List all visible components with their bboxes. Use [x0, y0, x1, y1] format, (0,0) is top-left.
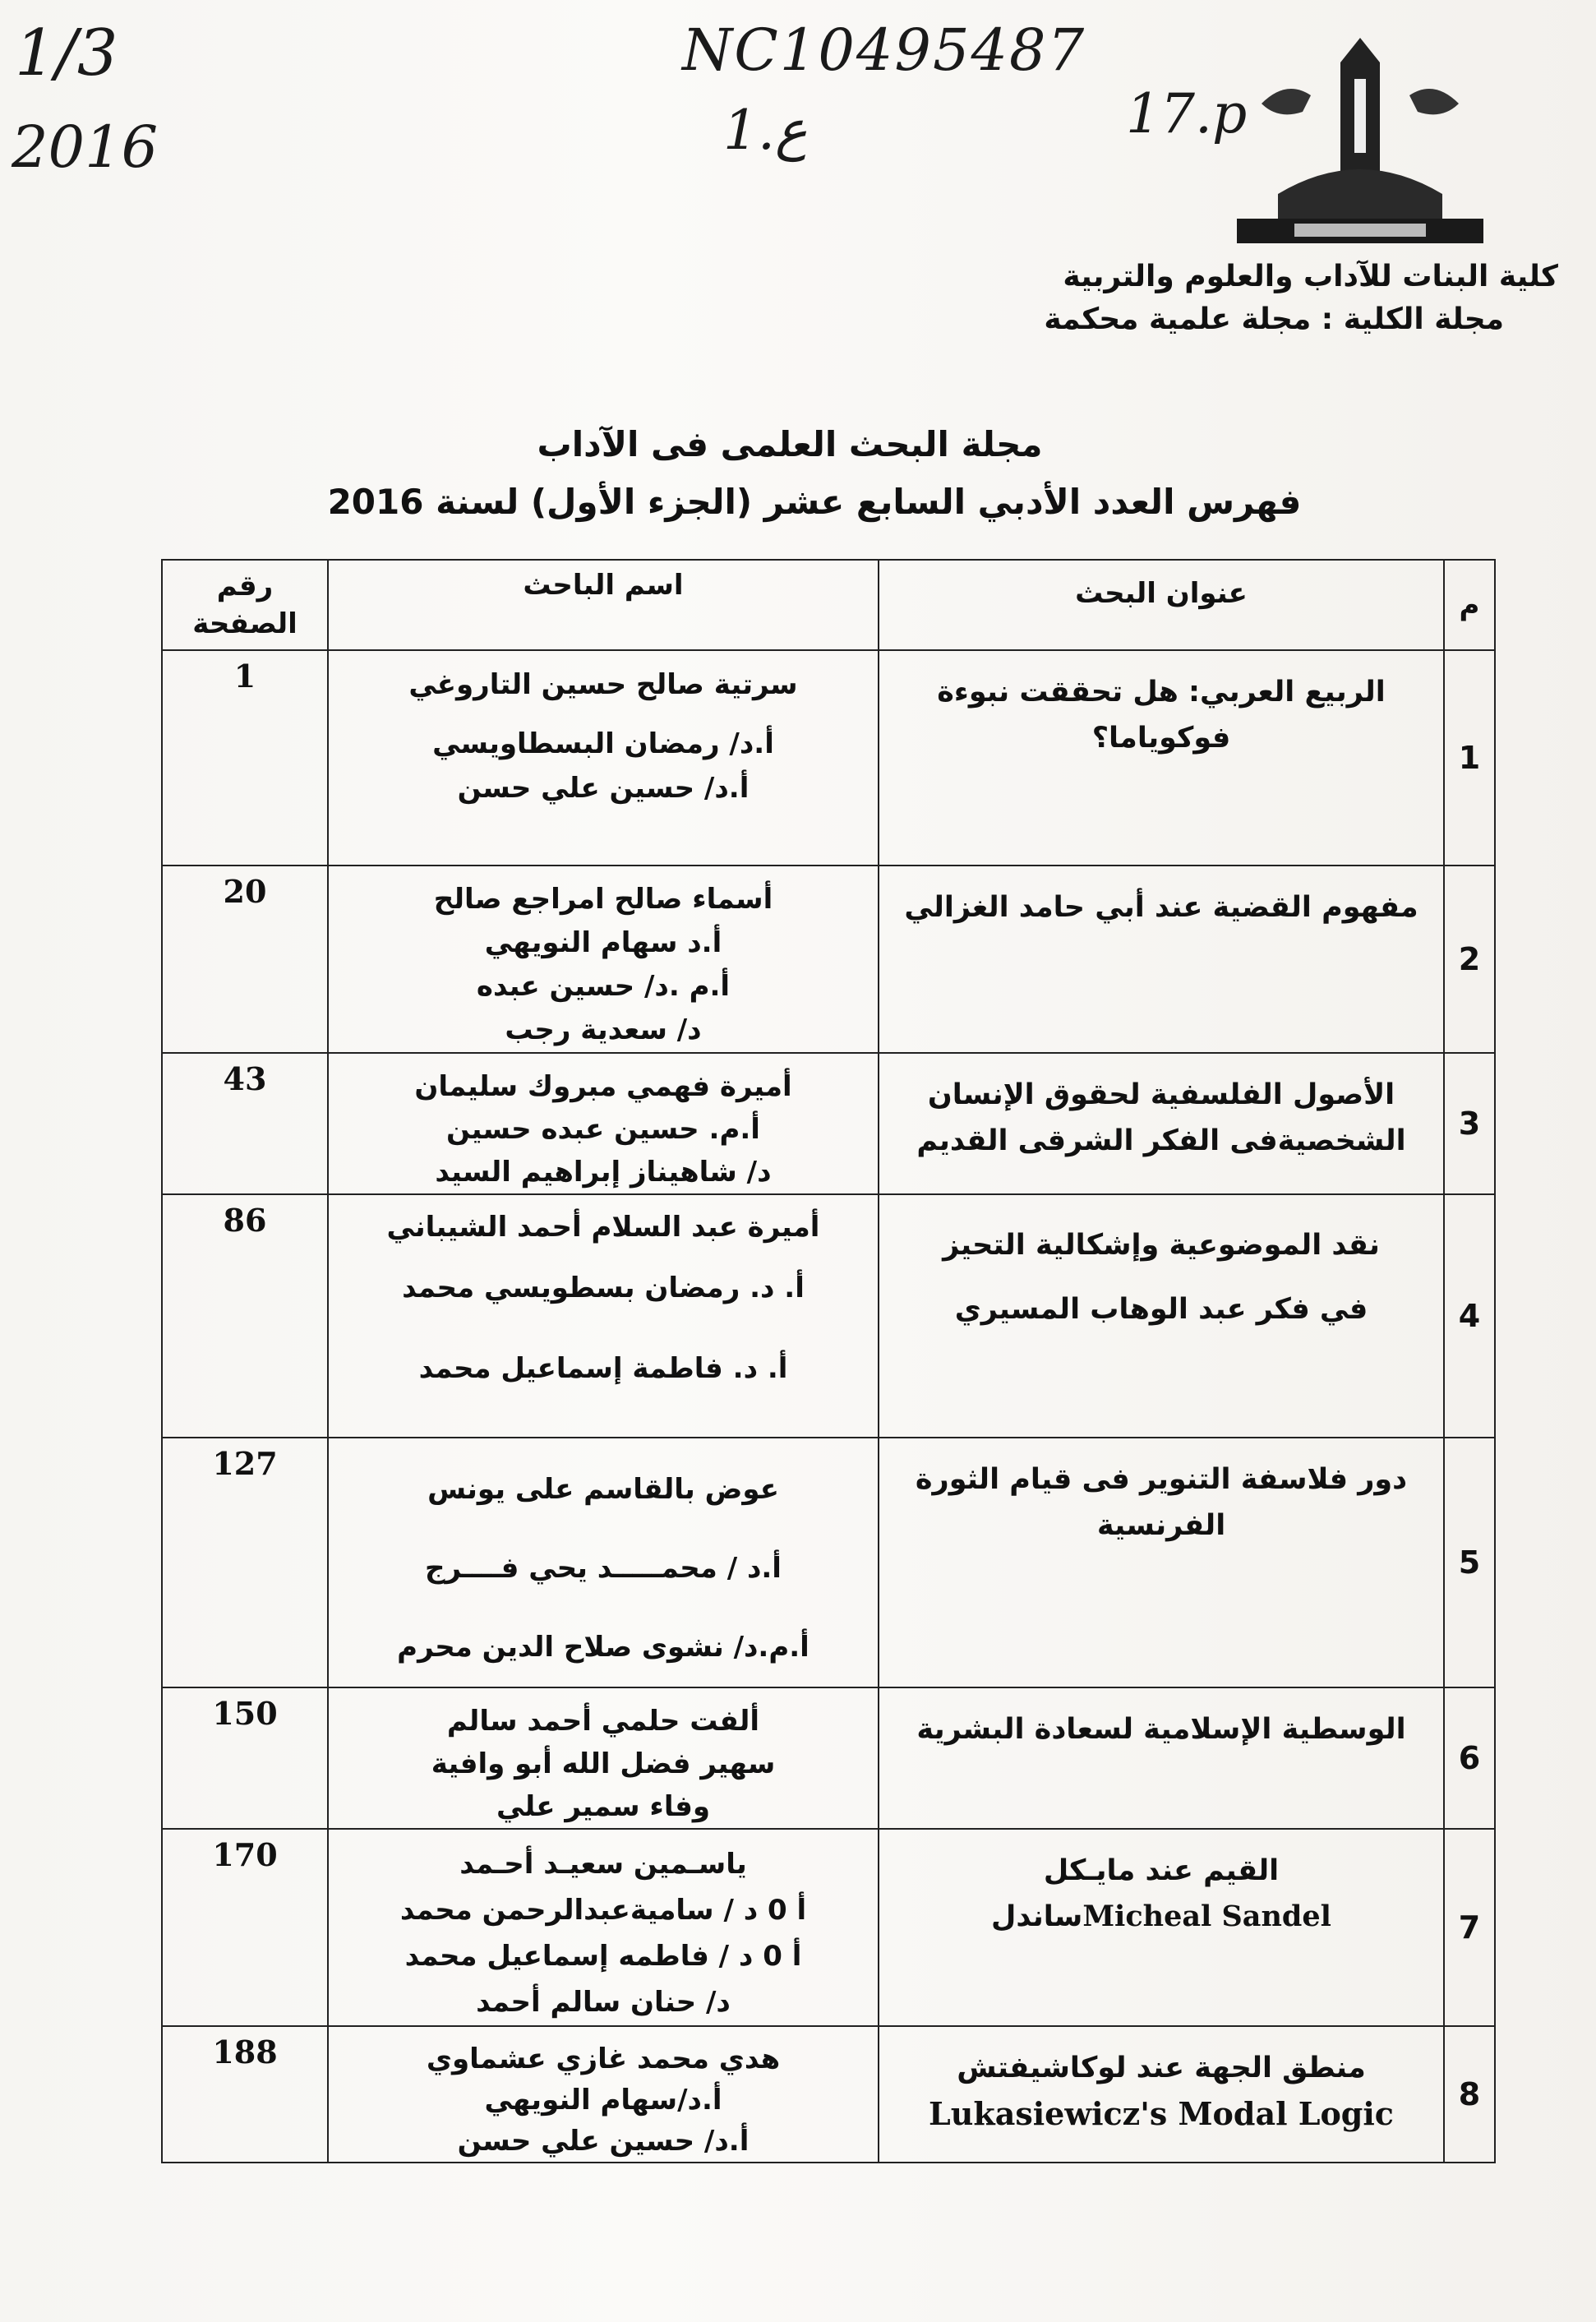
row-authors: سرتية صالح حسين التاروغي أ.د/ رمضان البسطاويسي أ.د/ حسين علي حسن — [328, 650, 879, 866]
handwritten-code: NC10495487 — [682, 16, 1086, 84]
row-number: 5 — [1444, 1438, 1495, 1687]
row-authors: ألفت حلمي أحمد سالم سهير فضل الله أبو وافية وفاء سمير علي — [328, 1687, 879, 1829]
faculty-name: كلية البنات للآداب والعلوم والتربية — [1063, 260, 1558, 293]
header-title: عنوان البحث — [879, 560, 1444, 650]
row-number: 6 — [1444, 1687, 1495, 1829]
handwritten-code-2: 1.ع — [723, 99, 808, 162]
university-logo-icon — [1204, 30, 1516, 252]
handwritten-fraction: 1/3 — [15, 16, 118, 90]
row-number: 7 — [1444, 1829, 1495, 2026]
row-page: 20 — [162, 866, 328, 1053]
row-page: 150 — [162, 1687, 328, 1829]
row-authors: ياسـمين سعيـد أحـمد أ 0 د / ساميةعبدالرحمن محمد أ 0 د / فاطمه إسماعيل محمد د/ حنان سالم أحمد — [328, 1829, 879, 2026]
row-page: 1 — [162, 650, 328, 866]
header-author: اسم الباحث — [328, 560, 879, 650]
row-page: 170 — [162, 1829, 328, 2026]
row-title: الأصول الفلسفية لحقوق الإنسان الشخصيةفى الفكر الشرقى القديم — [879, 1053, 1444, 1194]
handwritten-code-3: 17.p — [1126, 82, 1248, 145]
row-title: القيم عند مايـكل Micheal Sandelساندل — [879, 1829, 1444, 2026]
table-row — [162, 2026, 1495, 2163]
row-number: 1 — [1444, 650, 1495, 866]
row-authors: هدي محمد غازي عشماوي أ.د/سهام النويهي أ.د/ حسين علي حسن — [328, 2026, 879, 2163]
table-header-row — [162, 560, 1495, 650]
row-number: 2 — [1444, 866, 1495, 1053]
document-subtitle: فهرس العدد الأدبي السابع عشر (الجزء الأول) لسنة 2016 — [327, 482, 1302, 522]
row-authors: عوض بالقاسم على يونس أ.د / محمـــــد يحي فــــرج أ.م.د/ نشوى صلاح الدين محرم — [328, 1438, 879, 1687]
row-title: منطق الجهة عند لوكاشيفتش Lukasiewicz's Modal Logic — [879, 2026, 1444, 2163]
table-row — [162, 1194, 1495, 1438]
row-title: نقد الموضوعية وإشكالية التحيز في فكر عبد الوهاب المسيري — [879, 1194, 1444, 1438]
header-page: رقم الصفحة — [162, 560, 328, 650]
table-row — [162, 1053, 1495, 1194]
table-row — [162, 1687, 1495, 1829]
row-number: 4 — [1444, 1194, 1495, 1438]
row-page: 43 — [162, 1053, 328, 1194]
handwritten-year: 2016 — [12, 113, 159, 181]
header-num: م — [1444, 560, 1495, 650]
row-authors: أميرة عبد السلام أحمد الشيباني أ. د. رمضان بسطويسي محمد أ. د. فاطمة إسماعيل محمد — [328, 1194, 879, 1438]
contents-table — [161, 559, 1496, 2163]
table-row — [162, 650, 1495, 866]
table-row — [162, 866, 1495, 1053]
journal-description: مجلة الكلية : مجلة علمية محكمة — [1044, 302, 1504, 336]
row-page: 127 — [162, 1438, 328, 1687]
row-title: مفهوم القضية عند أبي حامد الغزالي — [879, 866, 1444, 1053]
row-page: 188 — [162, 2026, 328, 2163]
row-number: 8 — [1444, 2026, 1495, 2163]
document-title: مجلة البحث العلمى فى الآداب — [537, 424, 1043, 464]
row-authors: أسماء صالح امراجع صالح أ.د سهام النويهي أ.م .د/ حسين عبده د/ سعدية رجب — [328, 866, 879, 1053]
table-row — [162, 1829, 1495, 2026]
row-title: الوسطية الإسلامية لسعادة البشرية — [879, 1687, 1444, 1829]
row-title: الربيع العربي: هل تحققت نبوءة فوكوياما؟ — [879, 650, 1444, 866]
row-page: 86 — [162, 1194, 328, 1438]
row-title: دور فلاسفة التنوير فى قيام الثورة الفرنسية — [879, 1438, 1444, 1687]
row-number: 3 — [1444, 1053, 1495, 1194]
row-authors: أميرة فهمي مبروك سليمان أ.م. حسين عبده حسين د/ شاهيناز إبراهيم السيد — [328, 1053, 879, 1194]
table-row — [162, 1438, 1495, 1687]
